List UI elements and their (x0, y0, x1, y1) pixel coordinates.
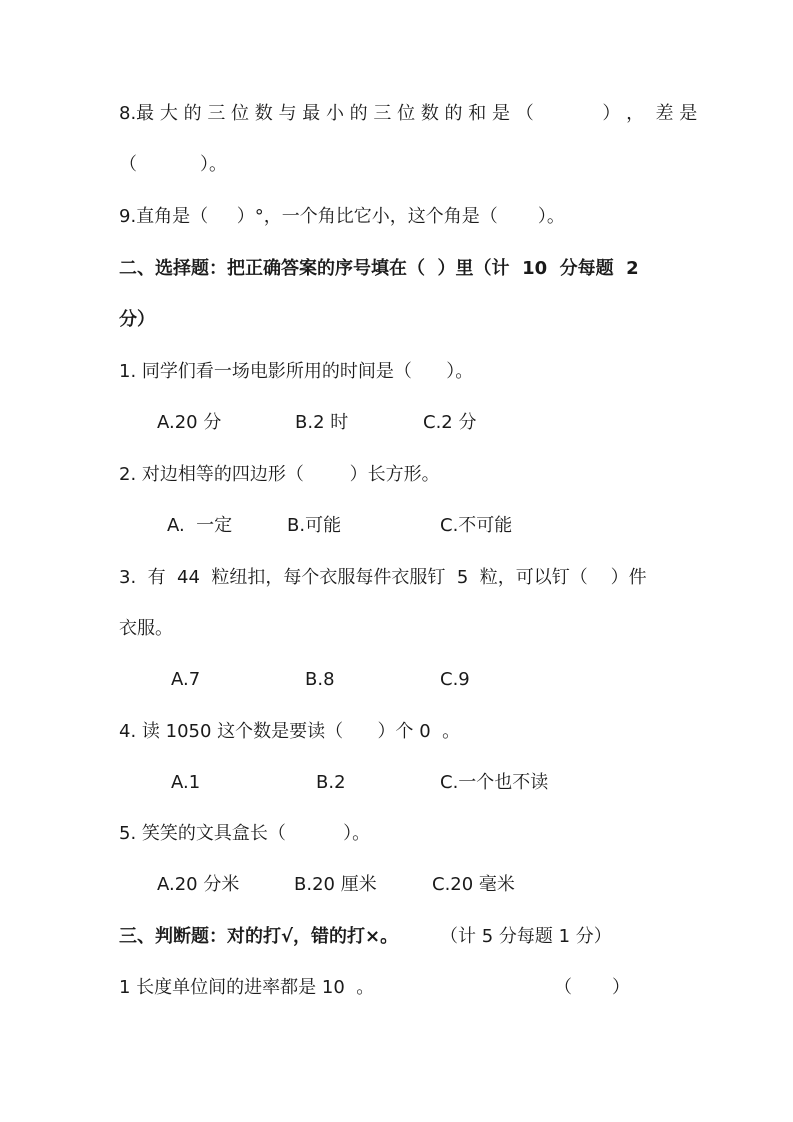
choice-question-5: 5. 笑笑的文具盒长（ ）。 (119, 823, 371, 844)
section-3-heading: 三、判断题：对的打√，错的打×。 (119, 926, 399, 947)
choice-5-option-a: A.20 分米 (157, 874, 240, 895)
choice-3-option-b: B.8 (305, 669, 335, 690)
section-2-heading-cont: 分） (119, 309, 155, 330)
choice-3-option-c: C.9 (440, 669, 470, 690)
choice-3-option-a: A.7 (171, 669, 201, 690)
choice-question-3-line-2: 衣服。 (119, 618, 173, 639)
choice-4-option-b: B.2 (316, 772, 346, 793)
choice-1-option-a: A.20 分 (157, 412, 222, 433)
choice-1-option-c: C.2 分 (423, 412, 477, 433)
choice-2-option-b: B.可能 (287, 515, 342, 536)
judge-1-blank: （ ） (554, 977, 631, 998)
choice-2-option-c: C.不可能 (440, 515, 513, 536)
question-9: 9.直角是（ ）°，一个角比它小，这个角是（ ）。 (119, 206, 565, 227)
choice-1-option-b: B.2 时 (295, 412, 349, 433)
section-3-note: （计 5 分每题 1 分） (440, 926, 612, 947)
choice-2-option-a: A. 一定 (167, 515, 233, 536)
choice-question-1: 1. 同学们看一场电影所用的时间是（ ）。 (119, 361, 474, 382)
choice-5-option-c: C.20 毫米 (432, 874, 515, 895)
choice-4-option-a: A.1 (171, 772, 201, 793)
choice-question-2: 2. 对边相等的四边形（ ）长方形。 (119, 464, 440, 485)
section-2-heading: 二、选择题：把正确答案的序号填在（ ）里（计 10 分每题 2 (119, 258, 639, 279)
question-8-line-1: 8.最 大 的 三 位 数 与 最 小 的 三 位 数 的 和 是 （ ） ， 差 是 (119, 103, 698, 124)
choice-question-4: 4. 读 1050 这个数是要读（ ）个 0 。 (119, 721, 461, 742)
question-8-line-2: （ ）。 (119, 154, 227, 175)
choice-question-3-line-1: 3. 有 44 粒纽扣，每个衣服每件衣服钉 5 粒，可以钉（ ）件 (119, 567, 647, 588)
judge-question-1: 1 长度单位间的进率都是 10 。 (119, 977, 375, 998)
choice-5-option-b: B.20 厘米 (294, 874, 377, 895)
choice-4-option-c: C.一个也不读 (440, 772, 549, 793)
